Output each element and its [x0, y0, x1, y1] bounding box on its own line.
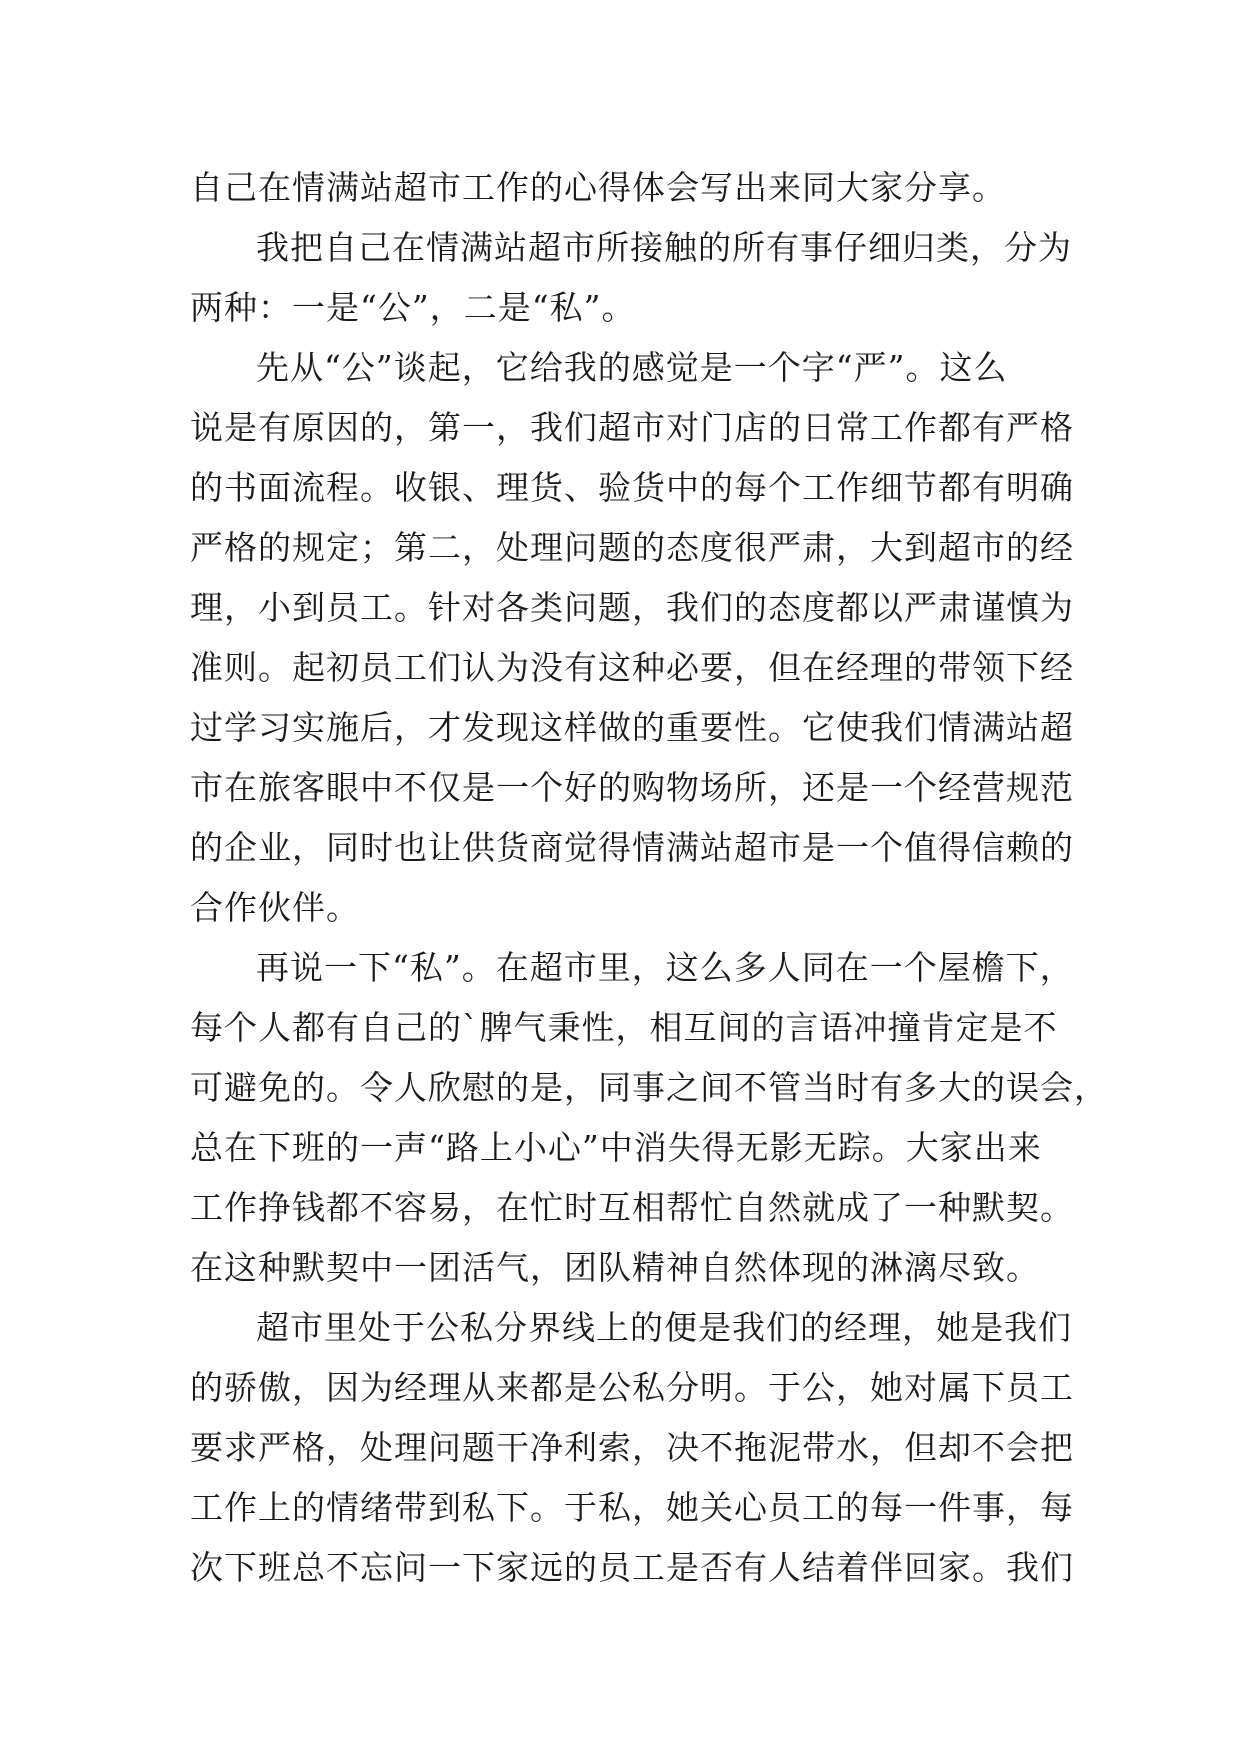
text-line: 市在旅客眼中不仅是一个好的购物场所，还是一个经营规范 — [190, 768, 1074, 807]
text-line: 的企业，同时也让供货商觉得情满站超市是一个值得信赖的 — [190, 828, 1074, 867]
text-line: 要求严格，处理问题干净利索，决不拖泥带水，但却不会把 — [190, 1428, 1074, 1467]
text-line: 说是有原因的，第一，我们超市对门店的日常工作都有严格 — [190, 408, 1074, 447]
text-line: 过学习实施后，才发现这样做的重要性。它使我们情满站超 — [190, 708, 1074, 747]
text-line: 可避免的。令人欣慰的是，同事之间不管当时有多大的误会， — [190, 1068, 1108, 1107]
text-line: 理，小到员工。针对各类问题，我们的态度都以严肃谨慎为 — [190, 588, 1074, 627]
text-line: 的骄傲，因为经理从来都是公私分明。于公，她对属下员工 — [190, 1368, 1074, 1407]
text-line: 每个人都有自己的`脾气秉性，相互间的言语冲撞肯定是不 — [190, 1008, 1058, 1047]
text-line: 次下班总不忘问一下家远的员工是否有人结着伴回家。我们 — [190, 1548, 1074, 1587]
body-text — [190, 158, 1108, 1598]
text-line: 自己在情满站超市工作的心得体会写出来同大家分享。 — [190, 168, 1006, 207]
paragraph-start-line: 再说一下“私”。在超市里，这么多人同在一个屋檐下， — [256, 948, 1074, 987]
text-line: 合作伙伴。 — [190, 888, 360, 927]
text-line: 严格的规定；第二，处理问题的态度很严肃，大到超市的经 — [190, 528, 1074, 567]
text-line: 在这种默契中一团活气，团队精神自然体现的淋漓尽致。 — [190, 1248, 1040, 1287]
paragraph-start-line: 先从“公”谈起，它给我的感觉是一个字“严”。这么 — [256, 348, 1008, 387]
paragraph-start-line: 我把自己在情满站超市所接触的所有事仔细归类，分为 — [256, 228, 1072, 267]
text-line: 的书面流程。收银、理货、验货中的每个工作细节都有明确 — [190, 468, 1074, 507]
text-line: 总在下班的一声“路上小心”中消失得无影无踪。大家出来 — [190, 1128, 1042, 1167]
text-line: 两种：一是“公”，二是“私”。 — [190, 288, 636, 327]
text-line: 工作挣钱都不容易，在忙时互相帮忙自然就成了一种默契。 — [190, 1188, 1074, 1227]
text-line: 工作上的情绪带到私下。于私，她关心员工的每一件事，每 — [190, 1488, 1074, 1527]
text-line: 准则。起初员工们认为没有这种必要，但在经理的带领下经 — [190, 648, 1074, 687]
paragraph-start-line: 超市里处于公私分界线上的便是我们的经理，她是我们 — [256, 1308, 1072, 1347]
